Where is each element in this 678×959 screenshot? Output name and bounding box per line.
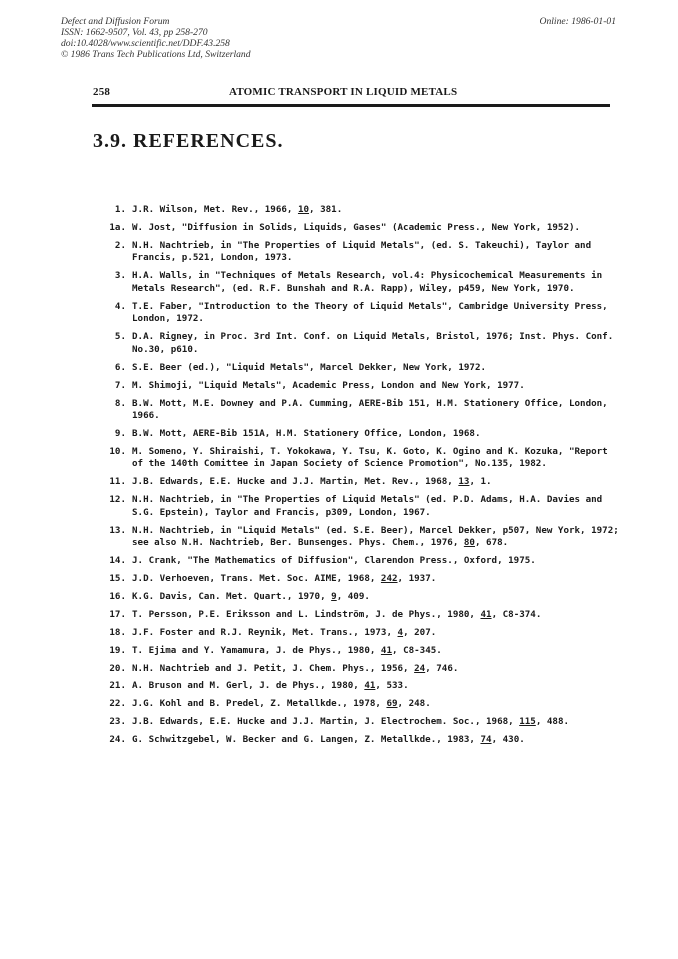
reference-number: 19.	[109, 644, 126, 656]
reference-text	[126, 609, 620, 622]
reference-number: 20.	[109, 662, 126, 674]
reference-item	[100, 270, 620, 295]
reference-number: 21.	[109, 680, 126, 692]
reference-number: 16.	[109, 591, 126, 602]
reference-segment: M. Shimoji, "Liquid Metals", Academic Press, London and New York, 1977.	[132, 379, 525, 391]
copyright-line: © 1986 Trans Tech Publications Ltd, Switzerland	[61, 49, 251, 60]
reference-segment: N.H. Nachtrieb, in "Liquid Metals" (ed. S.E. Beer), Marcel Dekker, p507, New York, 1972; see also N.H. Nachtrieb, Ber. Bunsenges. Phys. Chem., 1976,	[132, 524, 619, 549]
reference-item	[100, 428, 620, 441]
reference-item	[100, 494, 620, 519]
reference-segment: N.H. Nachtrieb, in "The Properties of Liquid Metals", (ed. S. Takeuchi), Taylor and Francis, p.521, London, 1973.	[132, 239, 592, 264]
reference-segment: K.G. Davis, Can. Met. Quart., 1970,	[132, 591, 332, 602]
reference-text	[126, 204, 620, 217]
reference-segment: , 678.	[474, 537, 509, 549]
reference-number: 22.	[109, 698, 126, 710]
reference-number: 24.	[109, 734, 126, 746]
reference-number: 12.	[109, 494, 126, 506]
reference-item	[100, 734, 620, 747]
reference-number: 1.	[114, 204, 126, 215]
reference-segment: , 430.	[491, 734, 525, 746]
reference-segment: , 488.	[535, 716, 570, 728]
reference-segment: , 1.	[469, 476, 492, 488]
reference-segment: T. Ejima and Y. Yamamura, J. de Phys., 1980,	[132, 644, 381, 656]
header-rule	[92, 104, 610, 107]
reference-text	[126, 555, 620, 568]
reference-number: 9.	[114, 427, 126, 439]
reference-number: 10.	[109, 445, 126, 457]
publication-info	[61, 16, 251, 60]
reference-segment: J.F. Foster and R.J. Reynik, Met. Trans., 1973,	[132, 626, 398, 638]
reference-segment: J.R. Wilson, Met. Rev., 1966,	[132, 204, 298, 215]
reference-segment: B.W. Mott, M.E. Downey and P.A. Cumming, AERE-Bib 151, H.M. Stationery Office, London, 1966.	[132, 397, 608, 422]
reference-segment: , 381.	[309, 204, 343, 215]
volume-number: 41	[480, 608, 492, 620]
reference-segment: G. Schwitzgebel, W. Becker and G. Langen, Z. Metallkde., 1983,	[132, 734, 481, 746]
reference-number: 8.	[114, 397, 126, 409]
reference-segment: T.E. Faber, "Introduction to the Theory of Liquid Metals", Cambridge University Press, London, 1972.	[132, 300, 608, 325]
reference-segment: J.B. Edwards, E.E. Hucke and J.J. Martin, Met. Rev., 1968,	[132, 476, 459, 488]
reference-segment: , 746.	[425, 662, 459, 674]
reference-number: 11.	[109, 476, 126, 488]
reference-item	[100, 573, 620, 586]
issn-line: ISSN: 1662-9507, Vol. 43, pp 258-270	[61, 27, 208, 38]
reference-segment: T. Persson, P.E. Eriksson and L. Lindström, J. de Phys., 1980,	[132, 608, 481, 620]
reference-number: 23.	[109, 716, 126, 728]
reference-number: 7.	[114, 379, 126, 391]
volume-number: 4	[397, 626, 404, 638]
reference-item	[100, 222, 620, 235]
reference-text	[126, 380, 620, 393]
reference-segment: N.H. Nachtrieb, in "The Properties of Liquid Metals" (ed. P.D. Adams, H.A. Davies and S.G. Epstein), Taylor and Francis, p309, London, 1967.	[132, 494, 603, 518]
reference-text	[126, 428, 620, 441]
reference-text	[126, 331, 620, 356]
volume-number: 24	[414, 662, 426, 674]
reference-item	[100, 331, 620, 356]
reference-text	[126, 573, 620, 586]
volume-number: 115	[519, 716, 536, 728]
reference-text	[126, 716, 620, 729]
reference-item	[100, 525, 620, 550]
reference-text	[126, 698, 620, 711]
reference-item	[100, 398, 620, 423]
reference-segment: S.E. Beer (ed.), "Liquid Metals", Marcel Dekker, New York, 1972.	[132, 361, 487, 373]
reference-text	[126, 446, 620, 471]
volume-number: 242	[380, 573, 398, 585]
reference-segment: J. Crank, "The Mathematics of Diffusion", Clarendon Press., Oxford, 1975.	[132, 555, 536, 567]
reference-number: 6.	[114, 361, 126, 373]
reference-number: 3.	[114, 270, 126, 282]
reference-text	[126, 222, 620, 235]
volume-number: 41	[364, 680, 376, 692]
reference-item	[100, 240, 620, 265]
reference-list	[100, 204, 620, 752]
reference-item	[100, 645, 620, 658]
volume-number: 9	[331, 591, 337, 602]
reference-text	[126, 270, 620, 295]
reference-segment: J.G. Kohl and B. Predel, Z. Metallkde., 1978,	[132, 698, 387, 710]
reference-number: 18.	[109, 626, 126, 638]
reference-item	[100, 680, 620, 693]
running-head	[93, 86, 610, 102]
reference-item	[100, 301, 620, 326]
volume-number: 10	[297, 204, 310, 215]
reference-text	[126, 645, 620, 658]
reference-item	[100, 362, 620, 375]
reference-segment: D.A. Rigney, in Proc. 3rd Int. Conf. on Liquid Metals, Bristol, 1976; Inst. Phys. Conf. No.30, p610.	[132, 331, 614, 355]
reference-text	[126, 362, 620, 375]
reference-item	[100, 555, 620, 568]
reference-text	[126, 525, 620, 550]
reference-item	[100, 476, 620, 489]
reference-text	[126, 591, 620, 604]
reference-segment: J.B. Edwards, E.E. Hucke and J.J. Martin, J. Electrochem. Soc., 1968,	[132, 716, 520, 728]
reference-item	[100, 380, 620, 393]
reference-item	[100, 591, 620, 604]
doi-line: doi:10.4028/www.scientific.net/DDF.43.258	[61, 38, 230, 49]
running-head-title: ATOMIC TRANSPORT IN LIQUID METALS	[229, 86, 458, 98]
reference-segment: , 533.	[375, 680, 409, 692]
reference-text	[126, 663, 620, 676]
reference-text	[126, 680, 620, 693]
reference-segment: , 248.	[397, 698, 431, 710]
reference-segment: W. Jost, "Diffusion in Solids, Liquids, Gases" (Academic Press., New York, 1952).	[132, 221, 581, 233]
reference-segment: , 409.	[336, 591, 370, 602]
reference-segment: , C8-345.	[392, 644, 442, 656]
page-number: 258	[93, 86, 111, 98]
reference-number: 13.	[109, 524, 126, 536]
reference-number: 15.	[109, 573, 126, 585]
volume-number: 69	[386, 698, 398, 710]
volume-number: 13	[458, 476, 470, 488]
reference-text	[126, 627, 620, 640]
reference-item	[100, 663, 620, 676]
journal-name: Defect and Diffusion Forum	[61, 16, 170, 27]
reference-number: 5.	[114, 331, 126, 343]
reference-text	[126, 240, 620, 265]
reference-item	[100, 627, 620, 640]
reference-number: 4.	[114, 300, 126, 312]
reference-item	[100, 204, 620, 217]
reference-number: 1a.	[109, 221, 126, 233]
reference-item	[100, 716, 620, 729]
reference-text	[126, 301, 620, 326]
reference-segment: A. Bruson and M. Gerl, J. de Phys., 1980,	[132, 680, 365, 692]
reference-item	[100, 698, 620, 711]
reference-item	[100, 609, 620, 622]
section-title: 3.9. REFERENCES.	[93, 130, 284, 152]
volume-number: 41	[380, 644, 392, 656]
volume-number: 74	[480, 734, 492, 746]
reference-segment: B.W. Mott, AERE-Bib 151A, H.M. Stationery Office, London, 1968.	[132, 427, 481, 439]
reference-segment: , 1937.	[397, 573, 437, 585]
reference-text	[126, 398, 620, 423]
reference-segment: , 207.	[403, 626, 437, 638]
reference-number: 14.	[109, 555, 126, 567]
reference-segment: M. Someno, Y. Shiraishi, T. Yokokawa, Y. Tsu, K. Goto, K. Ogino and K. Kozuka, "Report of the 140th Comittee in Japan Society of Science Promotion", No.135, 1982.	[132, 445, 608, 470]
reference-text	[126, 494, 620, 519]
reference-text	[126, 734, 620, 747]
reference-segment: N.H. Nachtrieb and J. Petit, J. Chem. Phys., 1956,	[132, 662, 415, 674]
online-date: Online: 1986-01-01	[539, 16, 616, 27]
reference-item	[100, 446, 620, 471]
volume-number: 80	[463, 537, 475, 549]
reference-segment: J.D. Verhoeven, Trans. Met. Soc. AIME, 1968,	[132, 573, 381, 585]
reference-number: 2.	[114, 239, 126, 251]
reference-text	[126, 476, 620, 489]
reference-segment: , C8-374.	[491, 608, 542, 620]
reference-segment: H.A. Walls, in "Techniques of Metals Research, vol.4: Physicochemical Measurements in Metals Research", (ed. R.F. Bunshah and R.A. Rapp), Wiley, p459, New York, 1970.	[132, 270, 603, 294]
reference-number: 17.	[109, 608, 126, 620]
